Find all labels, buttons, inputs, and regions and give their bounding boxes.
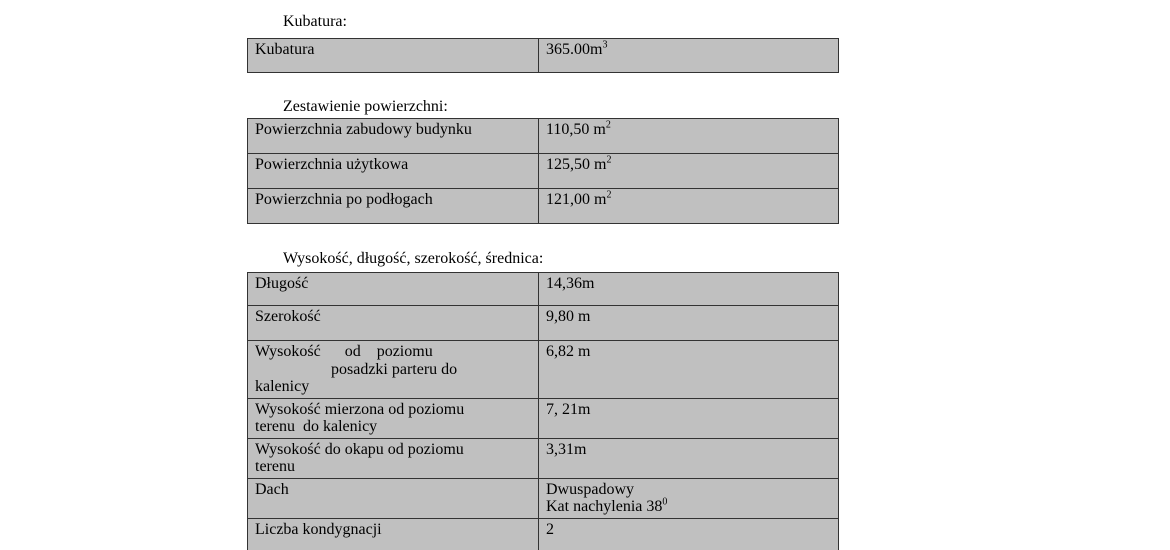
superscript: 2 [606,154,612,166]
cell-line: 3,31m [546,440,587,458]
table-row [248,154,839,189]
label-cell [248,154,539,189]
cell-line: Kat nachylenia $38^0$ [546,496,668,515]
table-row [248,341,839,399]
label-cell [248,39,539,73]
cell-line: Liczba kondygnacji [255,520,382,538]
label-cell [248,478,539,518]
label-cell [248,438,539,478]
section-heading: Zestawienie powierzchni: [283,98,448,115]
value-cell [539,478,839,518]
cell-line: Dwuspadowy [546,480,634,498]
value-cell [539,341,839,399]
table-row [248,273,839,306]
table-row [248,306,839,341]
cell-line: 7, 21m [546,400,591,418]
wymiary-table [247,272,839,550]
cell-line: Wysokość do okapu od poziomu [255,440,464,458]
label-cell [248,518,539,550]
kubatura-table [247,38,839,73]
cell-line: 110,50 $m^2$ [546,119,611,138]
cell-line: Dach [255,480,289,498]
label-cell [248,306,539,341]
label-cell [248,189,539,224]
superscript: 0 [662,496,668,508]
table-row [248,119,839,154]
superscript: 2 [605,119,611,131]
cell-line: Szerokość [255,308,321,325]
section-heading: Kubatura: [283,13,347,30]
table-row [248,39,839,73]
cell-line: 6,82 m [546,343,591,360]
cell-line: terenu [255,458,295,475]
cell-line: Długość [255,275,309,292]
section-wymiary [247,249,838,550]
cell-line: posadzki parteru do [255,360,458,378]
value-cell [539,189,839,224]
label-cell [248,273,539,306]
label-cell [248,398,539,438]
section-kubatura [247,12,838,73]
value-cell [539,39,839,73]
table-row [248,438,839,478]
value-cell [539,398,839,438]
value-cell [539,438,839,478]
cell-line: Powierzchnia po podłogach [255,191,433,208]
superscript: 2 [606,189,612,201]
label-cell [248,341,539,399]
table-row [248,189,839,224]
superscript: 3 [602,39,608,51]
section-zestawienie-powierzchni [247,97,838,224]
cell-line: $365.00m^3$ [546,39,608,58]
cell-line: Wysokość od poziomu [255,343,433,360]
cell-line: 2 [546,520,554,538]
value-cell [539,273,839,306]
cell-line: terenu do kalenicy [255,418,378,435]
cell-line: 125,50 $m^2$ [546,154,612,173]
value-cell [539,119,839,154]
value-cell [539,154,839,189]
cell-line: Kubatura [255,41,315,58]
section-heading: Wysokość, długość, szerokość, średnica: [283,250,544,267]
table-row [248,518,839,550]
cell-line: Wysokość mierzona od poziomu [255,400,465,418]
cell-line: 9,80 m [546,308,591,325]
label-cell [248,119,539,154]
cell-line: Powierzchnia zabudowy budynku [255,121,472,138]
value-cell [539,306,839,341]
powierzchnie-table [247,118,839,224]
cell-line: 121,00 $m^2$ [546,189,612,208]
cell-line: 14,36m [546,275,595,292]
value-cell [539,518,839,550]
cell-line: kalenicy [255,378,310,395]
cell-line: Powierzchnia użytkowa [255,156,409,173]
table-row [248,478,839,518]
table-row [248,398,839,438]
